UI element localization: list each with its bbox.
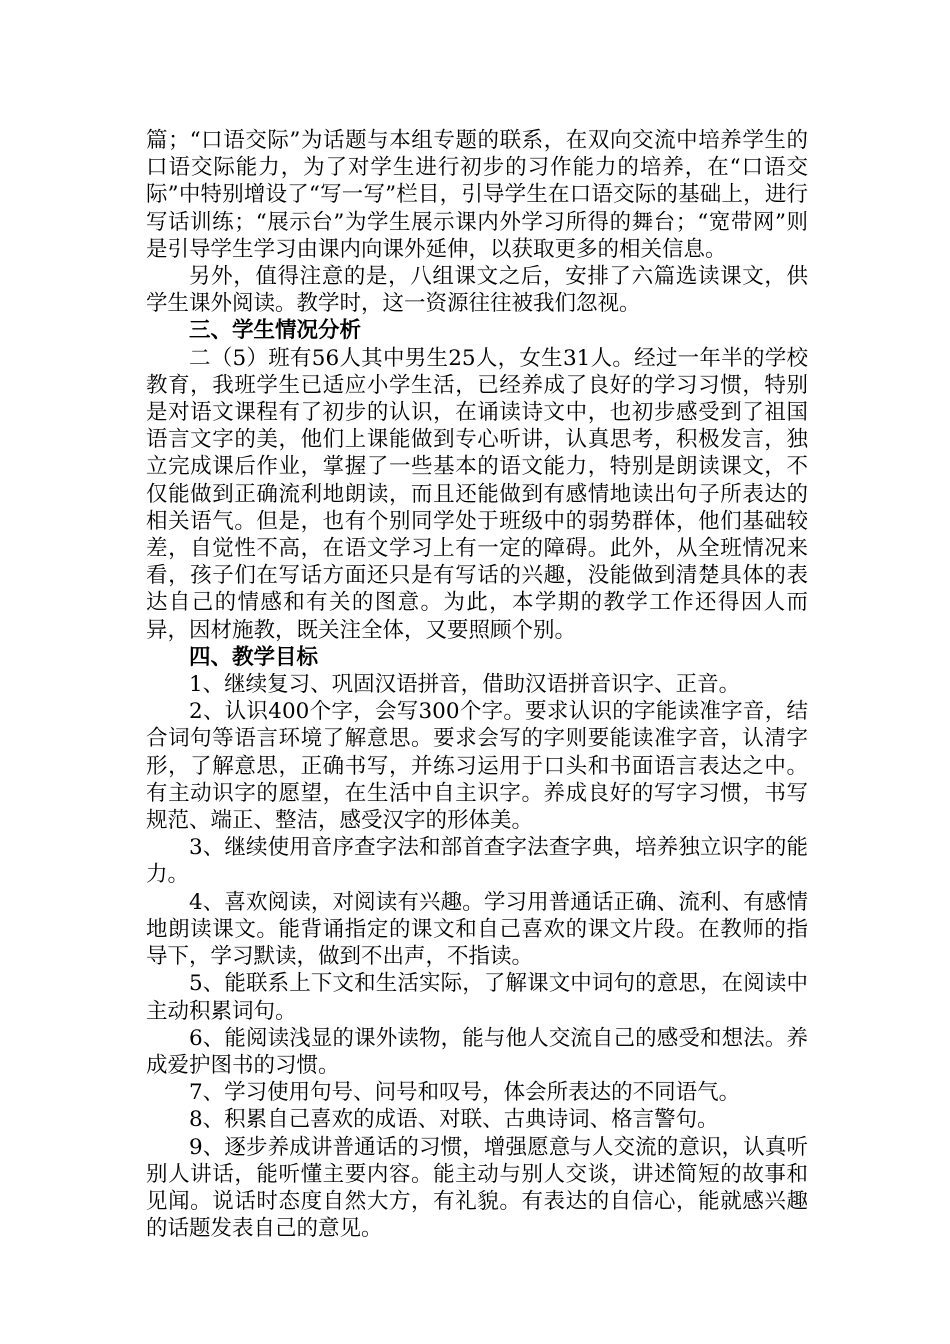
paragraph-continued: 篇；“口语交际”为话题与本组专题的联系，在双向交流中培养学生的口语交际能力，为了对学生进行初步的习作能力的培养，在“口语交际”中特别增设了“写一写”栏目，引导学生在口语交际的基础上，进行写话训练；“展示台”为学生展示课内外学习所得的舞台；“宽带网”则是引导学生学习由课内向课外延伸，以获取更多的相关信息。 [146,128,808,262]
document-body [146,127,808,1242]
section-heading-student-analysis: 三、学生情况分析 [189,318,362,344]
goal-item-5: 5、能联系上下文和生活实际，了解课文中词句的意思，在阅读中主动积累词句。 [146,971,808,1024]
goal-item-9: 9、逐步养成讲普通话的习惯，增强愿意与人交流的意识，认真听别人讲话，能听懂主要内容。能主动与别人交谈，讲述简短的故事和见闻。说话时态度自然大方，有礼貌。有表达的自信心，能就感兴趣的话题发表自己的意见。 [146,1134,808,1242]
goal-item-4: 4、喜欢阅读，对阅读有兴趣。学习用普通话正确、流利、有感情地朗读课文。能背诵指定的课文和自己喜欢的课文片段。在教师的指导下，学习默读，做到不出声，不指读。 [146,889,808,970]
goal-item-8: 8、积累自己喜欢的成语、对联、古典诗词、格言警句。 [189,1107,719,1133]
goal-item-1: 1、继续复习、巩固汉语拼音，借助汉语拼音识字、正音。 [189,672,741,698]
goal-item-3: 3、继续使用音序查字法和部首查字法查字典，培养独立识字的能力。 [146,835,808,888]
paragraph-optional-readings: 另外，值得注意的是，八组课文之后，安排了六篇选读课文，供学生课外阅读。教学时，这一资源往往被我们忽视。 [146,264,808,317]
section-heading-teaching-goals: 四、教学目标 [189,644,319,670]
goal-item-6: 6、能阅读浅显的课外读物，能与他人交流自己的感受和想法。养成爱护图书的习惯。 [146,1025,808,1078]
goal-item-2: 2、认识400个字，会写300个字。要求认识的字能读准字音，结合词句等语言环境了解意思。要求会写的字则要能读准字音，认清字形，了解意思，正确书写，并练习运用于口头和书面语言表达之中。有主动识字的愿望，在生活中自主识字。养成良好的写字习惯，书写规范、端正、整洁，感受汉字的形体美。 [146,699,808,834]
goal-item-7: 7、学习使用句号、问号和叹号，体会所表达的不同语气。 [189,1080,741,1106]
paragraph-student-analysis: 二（5）班有56人其中男生25人，女生31人。经过一年半的学校教育，我班学生已适应小学生活，已经养成了良好的学习习惯，特别是对语文课程有了初步的认识，在诵读诗文中，也初步感受到了祖国语言文字的美，他们上课能做到专心听讲，认真思考，积极发言，独立完成课后作业，掌握了一些基本的语文能力，特别是朗读课文，不仅能做到正确流利地朗读，而且还能做到有感情地读出句子所表达的相关语气。但是，也有个别同学处于班级中的弱势群体，他们基础较差，自觉性不高，在语文学习上有一定的障碍。此外，从全班情况来看，孩子们在写话方面还只是有写话的兴趣，没能做到清楚具体的表达自己的情感和有关的图意。为此，本学期的教学工作还得因人而异，因材施教，既关注全体，又要照顾个别。 [146,345,808,643]
